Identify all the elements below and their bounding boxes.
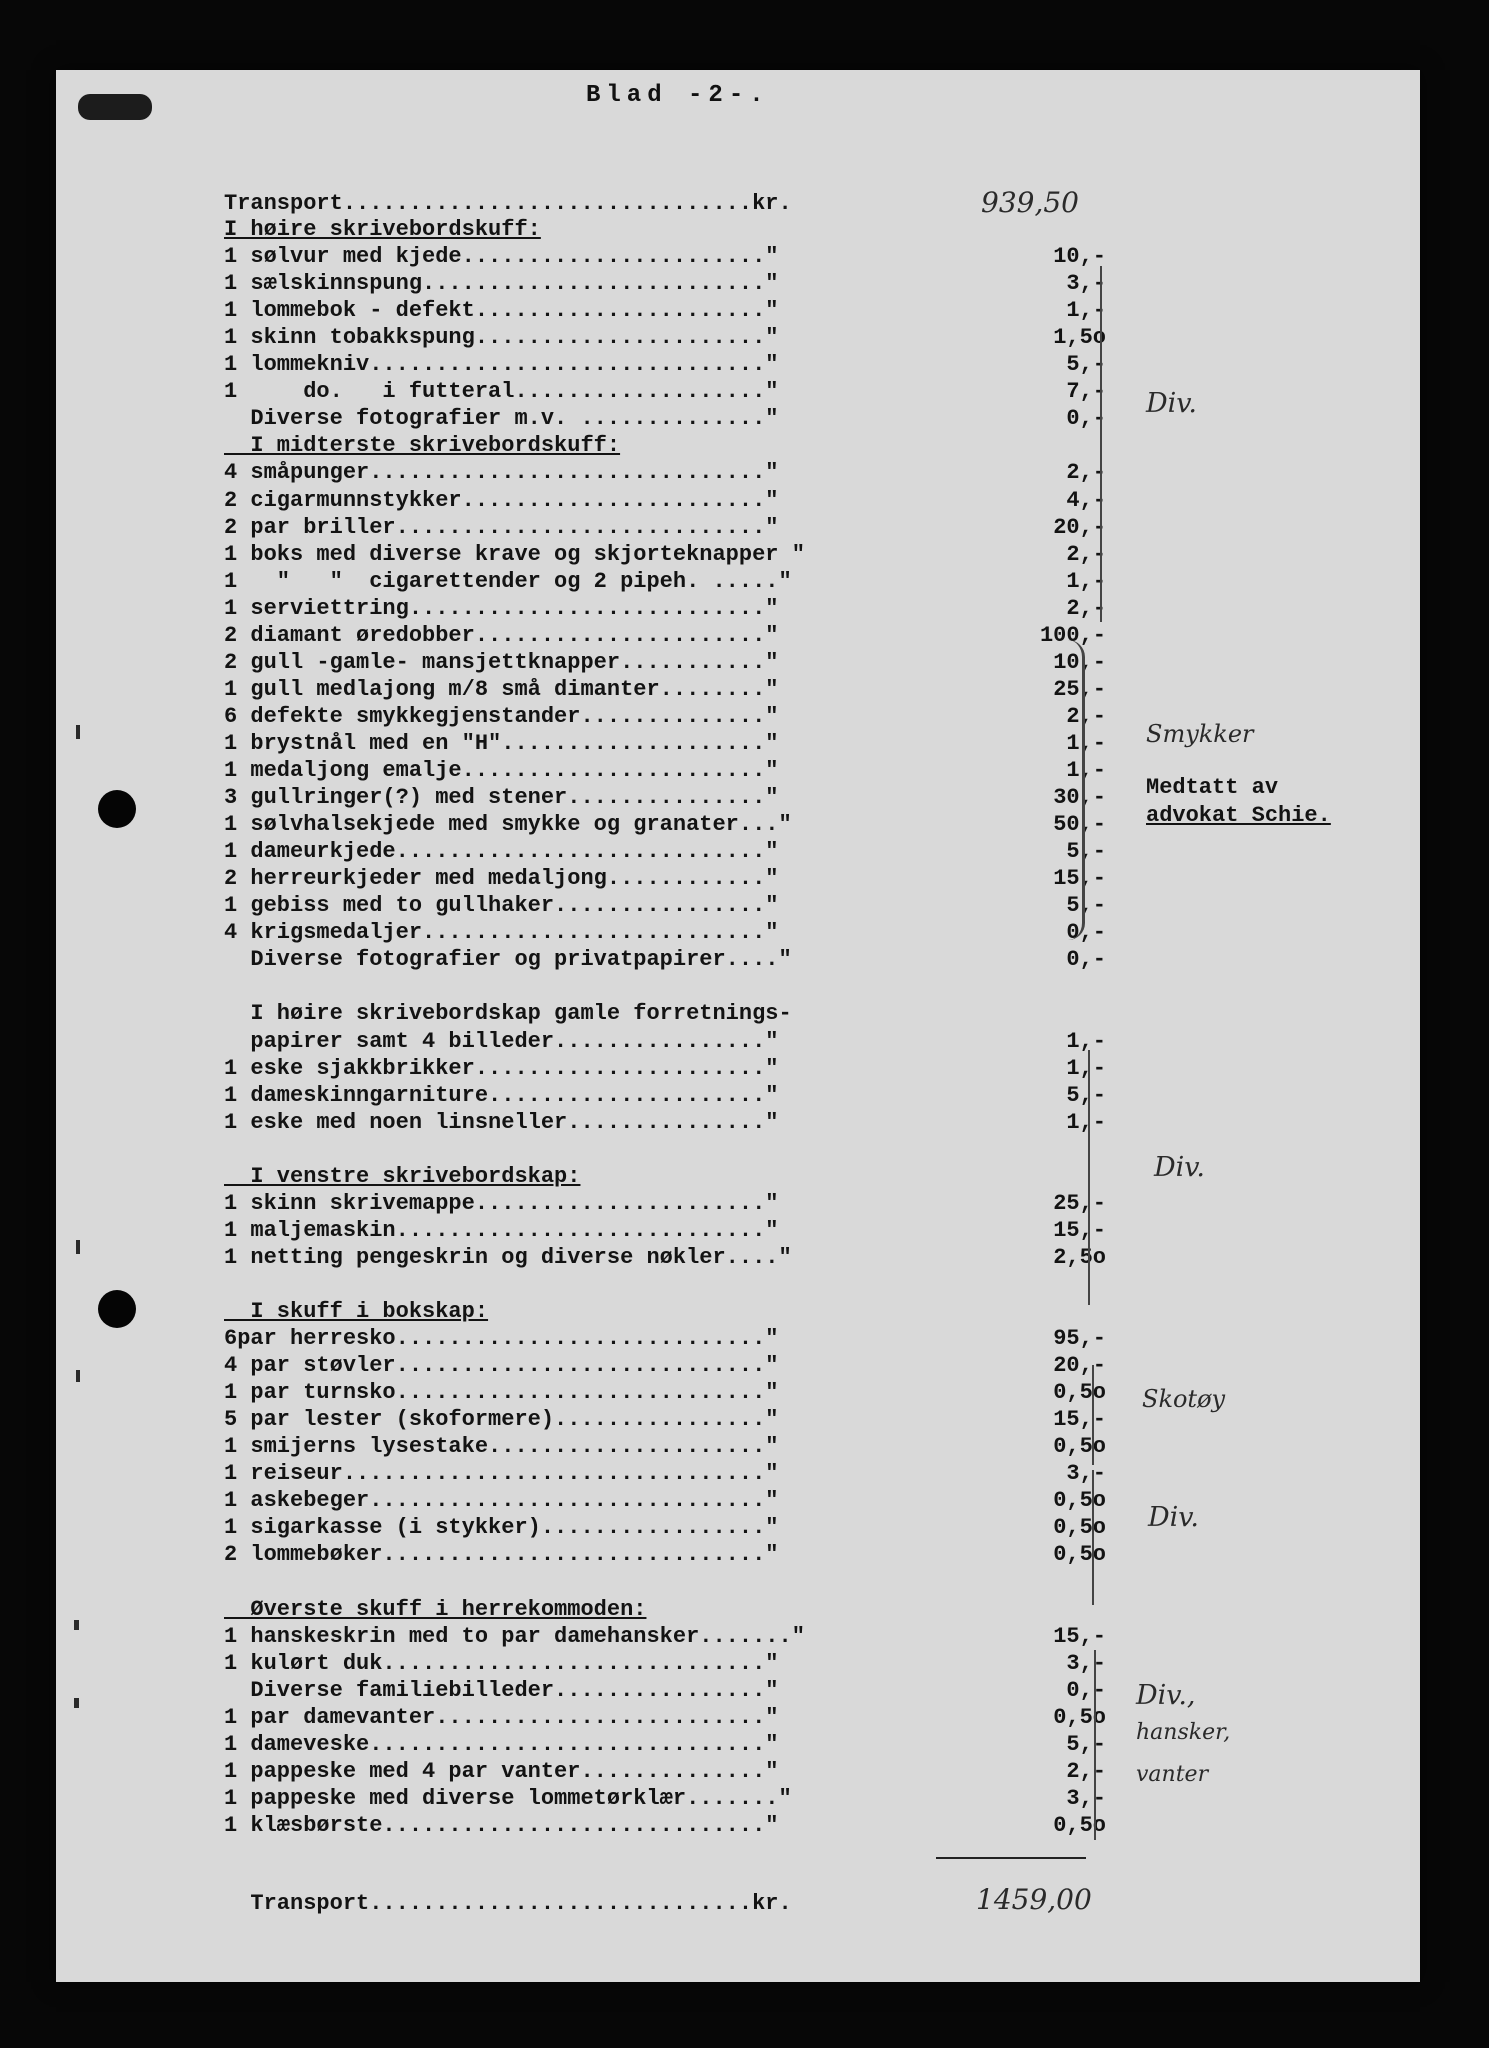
brace-smykker (1068, 640, 1085, 940)
item-value: 15,- (1053, 866, 1106, 891)
item-line: 1 do. i futteral..................." (224, 379, 779, 404)
item-value: 15,- (1053, 1624, 1106, 1649)
item-line: 1 skinn skrivemappe......................" (224, 1191, 779, 1216)
item-line: 4 par støvler............................" (224, 1353, 779, 1378)
item-line: 1 pappeske med diverse lommetørklær......." (224, 1786, 792, 1811)
item-value: 95,- (1053, 1326, 1106, 1351)
item-line: 1 smijerns lysestake....................." (224, 1434, 779, 1459)
item-line: 6 defekte smykkegjenstander.............." (224, 704, 779, 729)
item-line: 1 sælskinnspung.........................." (224, 271, 779, 296)
item-value: 0,5o (1053, 1813, 1106, 1838)
item-value: 3,- (1066, 1651, 1106, 1676)
margin-mark (74, 1698, 79, 1708)
note-div-3: Div. (1148, 1502, 1199, 1533)
item-value: 100,- (1039, 623, 1106, 648)
item-value: 3,- (1066, 271, 1106, 296)
item-line: 4 krigsmedaljer.........................." (224, 920, 779, 945)
item-line: 4 småpunger.............................." (224, 460, 779, 485)
item-line: 1 kulørt duk............................." (224, 1651, 779, 1676)
item-line: 1 eske med noen linsneller..............." (224, 1110, 779, 1135)
item-value: 30,- (1053, 785, 1106, 810)
section-heading: I høire skrivebordskuff: (224, 217, 541, 242)
item-value: 20,- (1053, 515, 1106, 540)
item-line: 2 gull -gamle- mansjettknapper..........." (224, 650, 779, 675)
bracket-div-1 (1086, 266, 1102, 622)
margin-mark (76, 1370, 80, 1382)
item-value: 0,- (1066, 1678, 1106, 1703)
item-line: 1 par damevanter........................." (224, 1705, 779, 1730)
item-value: 1,5o (1053, 325, 1106, 350)
item-value: 2,5o (1053, 1245, 1106, 1270)
transport-out-label: Transport.............................kr. (224, 1891, 792, 1916)
item-line: Diverse fotografier og privatpapirer...." (224, 947, 792, 972)
item-line: 1 netting pengeskrin og diverse nøkler...." (224, 1245, 792, 1270)
note-div-1: Div. (1146, 388, 1197, 419)
item-line: 2 par briller............................" (224, 515, 779, 540)
item-line: 1 dameveske.............................." (224, 1732, 779, 1757)
item-value: 0,5o (1053, 1515, 1106, 1540)
margin-mark (74, 1620, 79, 1630)
item-line: I høire skrivebordskap gamle forretnings- (224, 1001, 792, 1026)
sum-rule (936, 1857, 1086, 1859)
note-medtatt-line2: advokat Schie. (1146, 803, 1331, 828)
item-value: 2,- (1066, 1759, 1106, 1784)
item-value: 0,5o (1053, 1488, 1106, 1513)
item-line: 1 " " cigarettender og 2 pipeh. ....." (224, 569, 792, 594)
item-value: 1,- (1066, 569, 1106, 594)
item-value: 0,5o (1053, 1542, 1106, 1567)
item-value: 0,5o (1053, 1434, 1106, 1459)
item-value: 15,- (1053, 1407, 1106, 1432)
item-line: 5 par lester (skoformere)................" (224, 1407, 779, 1432)
item-line: papirer samt 4 billeder................" (224, 1029, 779, 1054)
item-line: 1 hanskeskrin med to par damehansker......." (224, 1624, 805, 1649)
ink-blot (78, 94, 152, 120)
item-line: 1 sigarkasse (i stykker)................." (224, 1515, 779, 1540)
bracket-div-4 (1080, 1650, 1096, 1840)
section-heading: Øverste skuff i herrekommoden: (224, 1597, 647, 1622)
margin-mark (76, 725, 80, 739)
item-line: 1 medaljong emalje......................." (224, 758, 779, 783)
transport-out-value: 1459,00 (976, 1883, 1092, 1916)
item-value: 15,- (1053, 1218, 1106, 1243)
bracket-div-2 (1074, 1050, 1090, 1305)
item-line: 1 eske sjakkbrikker......................" (224, 1056, 779, 1081)
bracket-skotoy (1078, 1365, 1094, 1465)
item-line: 1 skinn tobakkspung......................" (224, 325, 779, 350)
item-line: 1 lommebok - defekt......................" (224, 298, 779, 323)
item-line: 2 herreurkjeder med medaljong............" (224, 866, 779, 891)
item-value: 0,- (1066, 947, 1106, 972)
item-value: 25,- (1053, 1191, 1106, 1216)
margin-mark (76, 1240, 80, 1254)
item-line: 1 boks med diverse krave og skjorteknapper " (224, 542, 805, 567)
document-page (56, 70, 1420, 1982)
item-line: 1 sølvhalsekjede med smykke og granater..." (224, 812, 792, 837)
item-line: 1 dameskinngarniture....................." (224, 1083, 779, 1108)
item-value: 5,- (1066, 839, 1106, 864)
punch-hole-lower (98, 1290, 136, 1328)
section-heading: I midterste skrivebordskuff: (224, 433, 621, 458)
item-value: 3,- (1066, 1461, 1106, 1486)
item-value: 20,- (1053, 1353, 1106, 1378)
item-line: Diverse fotografier m.v. .............." (224, 406, 779, 431)
item-value: 1,- (1066, 1056, 1106, 1081)
transport-in-label: Transport...............................kr. (224, 191, 792, 216)
item-value: 3,- (1066, 1786, 1106, 1811)
item-value (966, 1000, 1106, 1027)
item-line: 1 lommekniv.............................." (224, 352, 779, 377)
item-value: 2,- (1066, 596, 1106, 621)
item-value: 0,- (1066, 920, 1106, 945)
item-value: 50,- (1053, 812, 1106, 837)
item-value: 7,- (1066, 379, 1106, 404)
item-value: 5,- (1066, 893, 1106, 918)
item-line: 1 par turnsko............................" (224, 1380, 779, 1405)
item-value: 0,5o (1053, 1705, 1106, 1730)
item-value: 10,- (1053, 244, 1106, 269)
punch-hole-upper (98, 790, 136, 828)
item-value: 2,- (1066, 704, 1106, 729)
page-title: Blad -2-. (586, 82, 770, 109)
item-line: 1 klæsbørste............................." (224, 1813, 779, 1838)
note-medtatt-line1: Medtatt av (1146, 775, 1279, 800)
item-line: 1 dameurkjede............................" (224, 839, 779, 864)
item-line: 1 reiseur................................" (224, 1461, 779, 1486)
item-value: 1,- (1066, 298, 1106, 323)
note-div-4: Div., (1136, 1680, 1196, 1711)
item-value: 2,- (1066, 460, 1106, 485)
note-hansker: hansker, (1136, 1720, 1231, 1745)
item-value: 1,- (1066, 1029, 1106, 1054)
item-line: 1 maljemaskin............................" (224, 1218, 779, 1243)
bracket-div-3 (1078, 1470, 1094, 1605)
item-value: 25,- (1053, 677, 1106, 702)
section-heading: I venstre skrivebordskap: (224, 1164, 581, 1189)
item-line: 1 pappeske med 4 par vanter.............." (224, 1759, 779, 1784)
transport-in-value: 939,50 (981, 186, 1079, 219)
item-line: 3 gullringer(?) med stener..............." (224, 785, 779, 810)
item-value: 5,- (1066, 1732, 1106, 1757)
item-value: 0,5o (1053, 1380, 1106, 1405)
item-value: 0,- (1066, 406, 1106, 431)
item-line: 1 brystnål med en "H"...................." (224, 731, 779, 756)
item-line: 2 diamant øredobber......................" (224, 623, 779, 648)
item-line: 1 gull medlajong m/8 små dimanter........" (224, 677, 779, 702)
item-value: 2,- (1066, 542, 1106, 567)
item-line: 2 lommebøker............................." (224, 1542, 779, 1567)
section-heading: I skuff i bokskap: (224, 1299, 489, 1324)
item-value (966, 432, 1106, 459)
item-value (966, 216, 1106, 243)
item-value: 10,- (1053, 650, 1106, 675)
item-value: 5,- (1066, 352, 1106, 377)
item-line: 1 askebeger.............................." (224, 1488, 779, 1513)
item-line: Diverse familiebilleder................" (224, 1678, 779, 1703)
item-value: 4,- (1066, 488, 1106, 513)
item-value: 5,- (1066, 1083, 1106, 1108)
note-div-2: Div. (1154, 1152, 1205, 1183)
item-value (966, 973, 1106, 1000)
item-value: 1,- (1066, 731, 1106, 756)
item-value: 1,- (1066, 758, 1106, 783)
note-vanter: vanter (1136, 1762, 1209, 1787)
item-line: 1 gebiss med to gullhaker................" (224, 893, 779, 918)
item-line: 2 cigarmunnstykker......................." (224, 488, 779, 513)
note-skotoy: Skotøy (1142, 1385, 1226, 1413)
item-line: 6par herresko............................" (224, 1326, 779, 1351)
note-smykker: Smykker (1146, 720, 1254, 748)
item-line: 1 sølvur med kjede......................." (224, 244, 779, 269)
item-line: 1 serviettring..........................." (224, 596, 779, 621)
item-value: 1,- (1066, 1110, 1106, 1135)
